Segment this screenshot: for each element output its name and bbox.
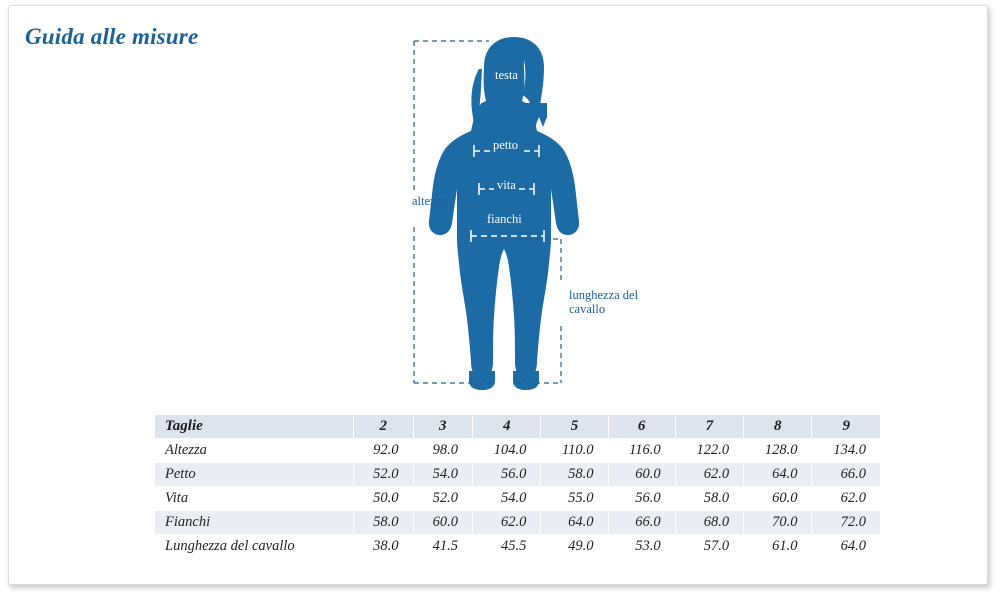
table-cell: 52.0 [413, 487, 473, 511]
figure-label-chest: petto [490, 138, 521, 153]
table-cell: 58.0 [541, 463, 608, 487]
table-col-size-2: 4 [473, 415, 541, 439]
document-card [8, 5, 988, 585]
table-cell: 122.0 [675, 439, 743, 463]
table-row [155, 487, 881, 511]
table-cell: 49.0 [541, 535, 608, 559]
table-row [155, 463, 881, 487]
table-cell: 38.0 [354, 535, 414, 559]
table-cell: 56.0 [473, 463, 541, 487]
table-cell: 116.0 [608, 439, 675, 463]
table-cell: 64.0 [812, 535, 881, 559]
table-cell: 60.0 [413, 511, 473, 535]
table-cell: 66.0 [608, 511, 675, 535]
table-cell: 45.5 [473, 535, 541, 559]
table-cell: 134.0 [812, 439, 881, 463]
table-col-size-5: 7 [675, 415, 743, 439]
figure-label-inseam-line1: lunghezza del [569, 288, 639, 302]
table-cell: 62.0 [812, 487, 881, 511]
table-cell: 62.0 [675, 463, 743, 487]
table-cell: 60.0 [744, 487, 812, 511]
table-row [155, 535, 881, 559]
measurement-figure [389, 31, 689, 401]
table-cell: 72.0 [812, 511, 881, 535]
figure-label-hips: fianchi [484, 212, 525, 227]
table-row-label: Lunghezza del cavallo [155, 535, 354, 559]
table-cell: 62.0 [473, 511, 541, 535]
table-cell: 60.0 [608, 463, 675, 487]
table-cell: 52.0 [354, 463, 414, 487]
table-cell: 64.0 [744, 463, 812, 487]
figure-label-inseam [569, 288, 638, 317]
table-col-size-0: 2 [354, 415, 414, 439]
table-cell: 128.0 [744, 439, 812, 463]
table-row-label: Petto [155, 463, 354, 487]
table-cell: 57.0 [675, 535, 743, 559]
page-title: Guida alle misure [25, 24, 199, 49]
table-row-label: Vita [155, 487, 354, 511]
size-table-body [155, 439, 881, 559]
table-cell: 92.0 [354, 439, 414, 463]
table-row [155, 511, 881, 535]
table-cell: 41.5 [413, 535, 473, 559]
table-cell: 53.0 [608, 535, 675, 559]
figure-label-height: altezza [412, 194, 447, 208]
table-cell: 64.0 [541, 511, 608, 535]
table-cell: 68.0 [675, 511, 743, 535]
figure-label-waist: vita [494, 178, 519, 193]
table-cell: 66.0 [812, 463, 881, 487]
size-table-head [155, 415, 881, 439]
table-cell: 104.0 [473, 439, 541, 463]
table-cell: 110.0 [541, 439, 608, 463]
table-cell: 54.0 [413, 463, 473, 487]
figure-label-head: testa [492, 68, 521, 83]
table-cell: 98.0 [413, 439, 473, 463]
table-cell: 58.0 [354, 511, 414, 535]
table-col-size-6: 8 [744, 415, 812, 439]
table-col-size-1: 3 [413, 415, 473, 439]
body-diagram-svg [389, 31, 689, 401]
table-corner-label: Taglie [155, 415, 354, 439]
table-cell: 56.0 [608, 487, 675, 511]
table-col-size-3: 5 [541, 415, 608, 439]
table-col-size-4: 6 [608, 415, 675, 439]
figure-label-inseam-line2: cavallo [569, 302, 606, 317]
table-row-label: Altezza [155, 439, 354, 463]
table-cell: 55.0 [541, 487, 608, 511]
table-cell: 54.0 [473, 487, 541, 511]
table-cell: 70.0 [744, 511, 812, 535]
table-cell: 58.0 [675, 487, 743, 511]
table-row-label: Fianchi [155, 511, 354, 535]
table-col-size-7: 9 [812, 415, 881, 439]
table-row [155, 439, 881, 463]
table-cell: 61.0 [744, 535, 812, 559]
table-cell: 50.0 [354, 487, 414, 511]
size-table-wrapper [154, 414, 881, 559]
size-table [154, 414, 881, 559]
table-header-row [155, 415, 881, 439]
